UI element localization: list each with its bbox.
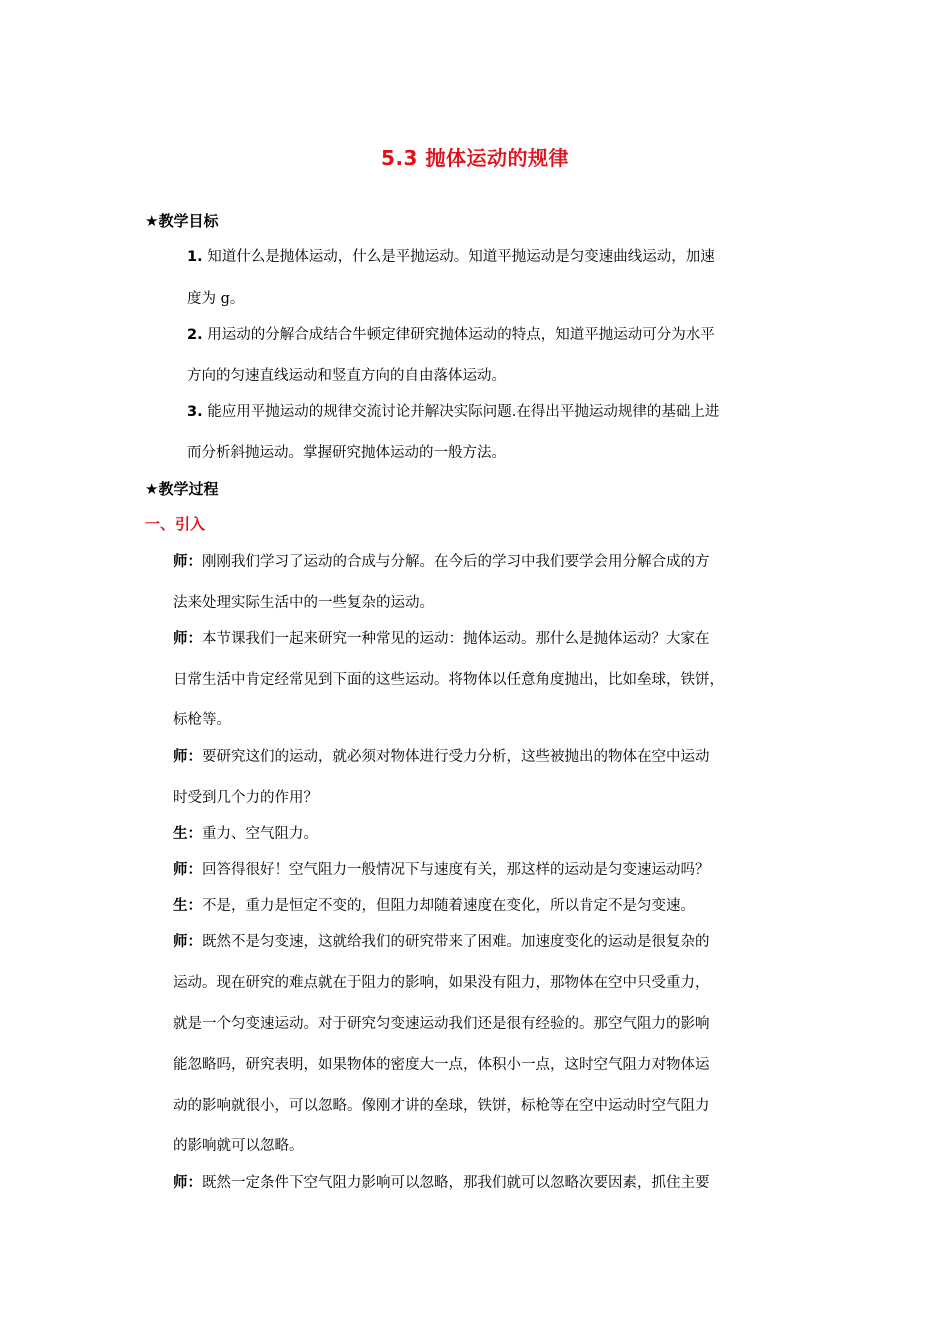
goal-item-1-line1	[187, 245, 715, 266]
dialogue-line: 动的影响就很小，可以忽略。像刚才讲的垒球，铁饼，标枪等在空中运动时空气阻力	[173, 1098, 710, 1114]
dialogue-line: 就是一个匀变速运动。对于研究匀变速运动我们还是很有经验的。那空气阻力的影响	[173, 1016, 710, 1032]
speaker-label: 师：	[173, 554, 202, 570]
dialogue-text: 回答得很好！空气阻力一般情况下与速度有关，那这样的运动是匀变速运动吗？	[202, 862, 710, 878]
goal-item-2-line1	[187, 323, 715, 344]
goal-item-3-line1	[187, 400, 719, 421]
speaker-label: 师：	[173, 1175, 202, 1191]
speaker-label: 师：	[173, 862, 202, 878]
speaker-label: 生：	[173, 826, 202, 842]
goal-number: 1.	[187, 249, 203, 265]
dialogue-line	[173, 822, 318, 843]
speaker-label: 生：	[173, 898, 202, 914]
dialogue-text: 既然不是匀变速，这就给我们的研究带来了困难。加速度变化的运动是很复杂的	[202, 934, 710, 950]
dialogue-line	[173, 1171, 710, 1192]
dialogue-line	[173, 550, 710, 571]
dialogue-text: 本节课我们一起来研究一种常见的运动：抛体运动。那什么是抛体运动？大家在	[202, 631, 710, 647]
goal-item-2-line2: 方向的匀速直线运动和竖直方向的自由落体运动。	[187, 368, 506, 384]
goals-heading: ★教学目标	[145, 212, 219, 230]
dialogue-text: 重力、空气阻力。	[202, 826, 318, 842]
dialogue-text: 要研究这们的运动，就必须对物体进行受力分析，这些被抛出的物体在空中运动	[202, 749, 710, 765]
goal-text: 知道什么是抛体运动，什么是平抛运动。知道平抛运动是匀变速曲线运动，加速	[202, 249, 715, 265]
dialogue-line	[173, 858, 710, 879]
speaker-label: 师：	[173, 749, 202, 765]
dialogue-line: 日常生活中肯定经常见到下面的这些运动。将物体以任意角度抛出，比如垒球，铁饼，	[173, 672, 724, 688]
section-intro-heading: 一、引入	[145, 515, 206, 533]
goal-item-1-line2: 度为 g。	[187, 291, 245, 307]
dialogue-text: 不是，重力是恒定不变的，但阻力却随着速度在变化，所以肯定不是匀变速。	[202, 898, 695, 914]
dialogue-line: 标枪等。	[173, 712, 231, 728]
speaker-label: 师：	[173, 934, 202, 950]
goal-number: 3.	[187, 404, 203, 420]
goal-text: 能应用平抛运动的规律交流讨论并解决实际问题.在得出平抛运动规律的基础上进	[202, 404, 720, 420]
dialogue-line	[173, 930, 710, 951]
page-title: 5.3 抛体运动的规律	[381, 146, 569, 170]
dialogue-line	[173, 894, 695, 915]
dialogue-line: 时受到几个力的作用？	[173, 790, 318, 806]
dialogue-text: 既然一定条件下空气阻力影响可以忽略，那我们就可以忽略次要因素，抓住主要	[202, 1175, 710, 1191]
dialogue-text: 刚刚我们学习了运动的合成与分解。在今后的学习中我们要学会用分解合成的方	[202, 554, 710, 570]
process-heading: ★教学过程	[145, 480, 219, 498]
speaker-label: 师：	[173, 631, 202, 647]
goal-number: 2.	[187, 327, 203, 343]
dialogue-line: 法来处理实际生活中的一些复杂的运动。	[173, 595, 434, 611]
dialogue-line: 运动。现在研究的难点就在于阻力的影响，如果没有阻力，那物体在空中只受重力，	[173, 975, 710, 991]
dialogue-line	[173, 745, 710, 766]
goal-text: 用运动的分解合成结合牛顿定律研究抛体运动的特点，知道平抛运动可分为水平	[202, 327, 715, 343]
dialogue-line: 的影响就可以忽略。	[173, 1138, 304, 1154]
goal-item-3-line2: 而分析斜抛运动。掌握研究抛体运动的一般方法。	[187, 445, 506, 461]
dialogue-line: 能忽略吗，研究表明，如果物体的密度大一点，体积小一点，这时空气阻力对物体运	[173, 1057, 710, 1073]
dialogue-line	[173, 627, 710, 648]
